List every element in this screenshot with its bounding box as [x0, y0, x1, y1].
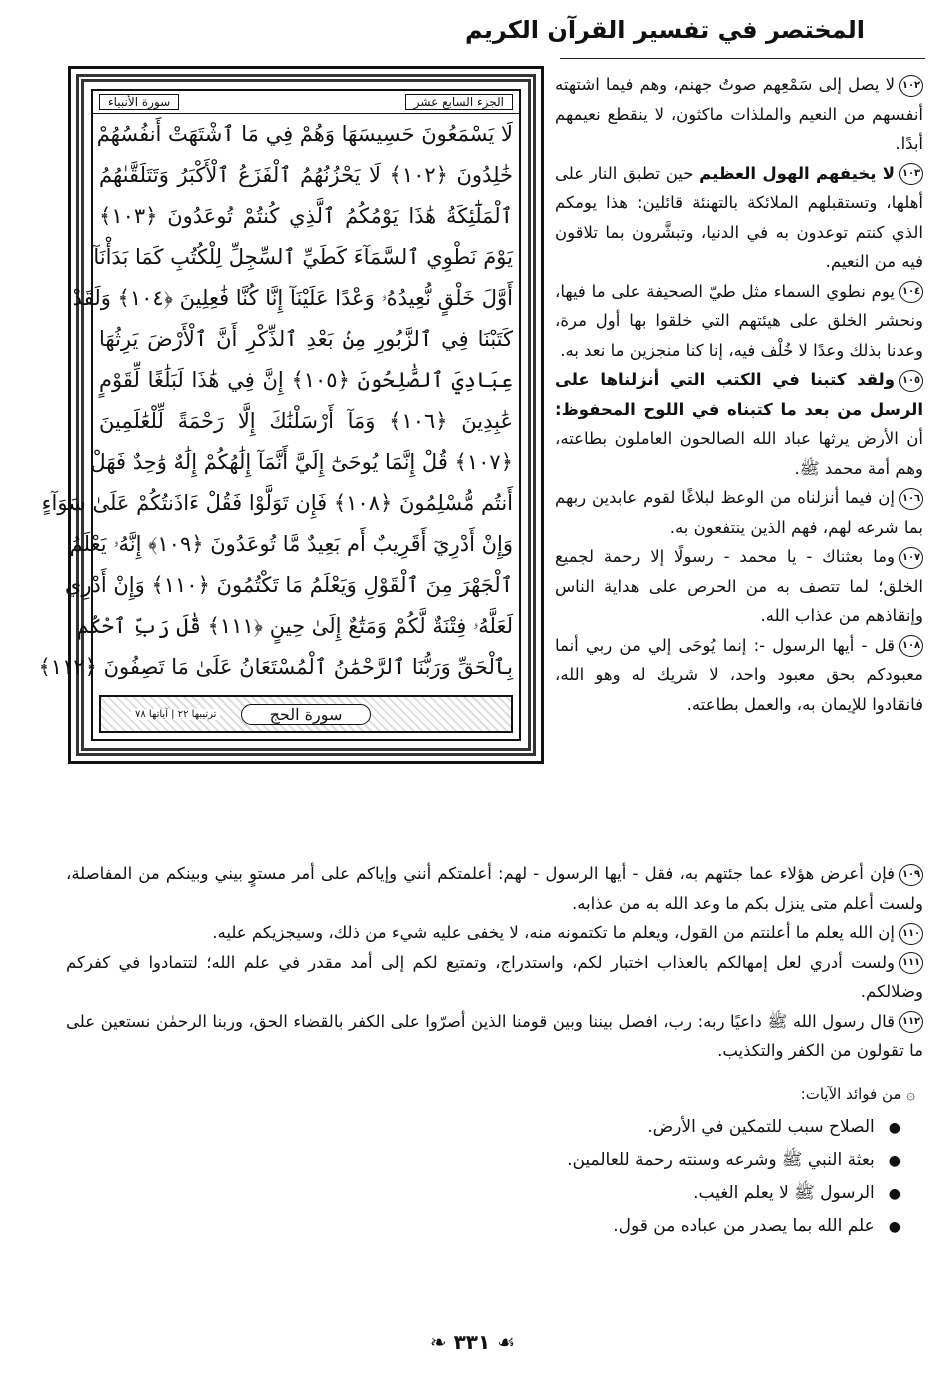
- benefits-icon: ۞: [901, 1085, 915, 1103]
- tafsir-paragraph: [555, 631, 923, 720]
- ayah-number-badge: ١١١: [899, 952, 923, 974]
- tafsir-paragraph: [555, 277, 923, 366]
- tafsir-paragraph: [555, 483, 923, 542]
- tafsir-right-column: [555, 70, 923, 719]
- next-sura-order: ترتيبها ٢٢: [177, 708, 217, 720]
- quran-line: أَوَّلَ خَلْقٍ نُّعِيدُهُۥ وَعْدًا عَلَيْنَآ إِنَّا كُنَّا فَٰعِلِينَ ﴿١٠٤﴾ وَلَقَدْ: [72, 286, 513, 310]
- tafsir-text: لا يصل إلى سَمْعِهم صوتُ جهنم، وهم فيما اشتهته أنفسهم من النعيم والملذات ماكثون، لا ينقطع نعيمهم أبدًا.: [555, 75, 923, 153]
- quran-line: خَٰلِدُونَ ﴿١٠٢﴾ لَا يَحْزُنُهُمُ ٱلْفَزَعُ ٱلْأَكْبَرُ وَتَتَلَقَّىٰهُمُ: [99, 163, 513, 187]
- benefits-list: [66, 1111, 915, 1243]
- tafsir-bold: ولقد كتبنا في الكتب التي أنزلناها على الرسل من بعد ما كتبناه في اللوح المحفوظ:: [555, 370, 923, 419]
- tafsir-paragraph: [66, 1007, 923, 1066]
- tafsir-text: يوم نطوي السماء مثل طيّ الصحيفة على ما فيها، ونحشر الخلق على هيئتهم التي خلقوا بها أول مرة، وعدنا بذلك وعدًا لا خُلْف فيه، إنا كنا منجزين ما نعد به.: [555, 281, 923, 360]
- tafsir-paragraph: [555, 542, 923, 631]
- ayah-number-badge: ١٠٦: [899, 488, 923, 510]
- tafsir-text: إن فيما أنزلناه من الوعظ لبلاغًا لقوم عابدين ربهم بما شرعه لهم، فهم الذين ينتفعون به.: [555, 488, 923, 537]
- tafsir-text: قل - أيها الرسول -: إنما يُوحَى إلي من ربي أنما معبودكم بحق معبود واحد، لا شريك له وهو الله، فانقادوا للإيمان به، والعمل بطاعته.: [555, 635, 923, 714]
- ayah-number-badge: ١٠٣: [899, 163, 923, 185]
- quran-line: أَنتُم مُّسْلِمُونَ ﴿١٠٨﴾ فَإِن تَوَلَّوْا فَقُلْ ءَاذَنتُكُمْ عَلَىٰ سَوَآءٍ: [41, 491, 513, 515]
- ayah-number-badge: ١٠٥: [899, 370, 923, 392]
- ayah-number-badge: ١٠٨: [899, 635, 923, 657]
- tafsir-text: أن الأرض يرثها عباد الله الصالحون العاملون بطاعته، وهم أمة محمد ﷺ.: [555, 429, 923, 478]
- quran-line: ﴿١٠٧﴾ قُلْ إِنَّمَا يُوحَىٰٓ إِلَيَّ أَنَّمَآ إِلَٰهُكُمْ إِلَٰهٌ وَٰحِدٌ فَهَلْ: [90, 450, 513, 474]
- ayah-number-badge: ١٠٩: [899, 864, 923, 886]
- quran-line: عَٰبِدِينَ ﴿١٠٦﴾ وَمَآ أَرْسَلْنَٰكَ إِلَّا رَحْمَةً لِّلْعَٰلَمِينَ: [99, 409, 513, 433]
- tafsir-paragraph: [555, 70, 923, 159]
- benefits-section: [66, 1085, 915, 1243]
- tafsir-text: إن الله يعلم ما أعلنتم من القول، ويعلم ما تكتمونه منه، لا يخفى عليه شيء من ذلك، وسيجزيكم عليه.: [212, 923, 895, 942]
- next-sura-banner: سورة الحج ترتيبها ٢٢ | آياتها ٧٨: [99, 695, 513, 733]
- next-sura-title: سورة الحج: [241, 704, 372, 725]
- ayah-number-badge: ١٠٢: [899, 75, 923, 97]
- quran-line: كَتَبْنَا فِي ٱلزَّبُورِ مِنۢ بَعْدِ ٱلذِّكْرِ أَنَّ ٱلْأَرْضَ يَرِثُهَا: [99, 327, 513, 351]
- quran-line: لَعَلَّهُۥ فِتْنَةٌ لَّكُمْ وَمَتَٰعٌ إِلَىٰ حِينٍ ﴿١١١﴾ قَٰلَ رَبِّ ٱحْكُم: [76, 614, 513, 638]
- tafsir-paragraph: [66, 859, 923, 918]
- tafsir-text: فإن أعرض هؤلاء عما جئتهم به، فقل - أيها الرسول - لهم: أعلمتكم أنني وإياكم على أمر مستوٍ بيني وبينكم من المفاصلة، ولست أعلم متى ينزل بكم ما وعد الله به من عذابه.: [66, 864, 923, 913]
- ayah-number-badge: ١٠٧: [899, 547, 923, 569]
- tafsir-paragraph: [66, 948, 923, 1007]
- benefit-item: ● الرسول ﷺ لا يعلم الغيب.: [66, 1177, 901, 1210]
- tafsir-text: وما بعثناك - يا محمد - رسولًا إلا رحمة لجميع الخلق؛ لما تتصف به من الحرص على هداية الناس وإنقاذهم من عذاب الله.: [555, 547, 923, 625]
- juz-label: الجزء السابع عشر: [405, 94, 513, 110]
- quran-frame: [38, 66, 544, 764]
- tafsir-paragraph: [555, 159, 923, 277]
- quran-line: بِٱلْحَقِّ وَرَبُّنَا ٱلرَّحْمَٰنُ ٱلْمُسْتَعَانُ عَلَىٰ مَا تَصِفُونَ ﴿١١٢﴾: [38, 655, 513, 679]
- tafsir-text: حين تطبق النار على أهلها، وتستقبلهم الملائكة بالتهنئة قائلين: هذا يومكم الذي كنتم توعدون به في الدنيا، وتبشَّرون بما تلاقون فيه من النعيم.: [555, 163, 923, 271]
- quran-header: [93, 91, 519, 114]
- benefit-item: ● بعثة النبي ﷺ وشرعه وسنته رحمة للعالمين.: [66, 1144, 901, 1177]
- ayah-number-badge: ١١٠: [899, 923, 923, 945]
- ayah-number-badge: ١٠٤: [899, 281, 923, 303]
- benefit-item: ● علم الله بما يصدر من عباده من قول.: [66, 1210, 901, 1243]
- quran-line: ٱلْمَلَٰٓئِكَةُ هَٰذَا يَوْمُكُمُ ٱلَّذِي كُنتُمْ تُوعَدُونَ ﴿١٠٣﴾: [99, 204, 513, 228]
- quran-line: وَإِنْ أَدْرِيٓ أَقَرِيبٌ أَم بَعِيدٌ مَّا تُوعَدُونَ ﴿١٠٩﴾ إِنَّهُۥ يَعْلَمُ: [69, 532, 513, 556]
- quran-line: يَوْمَ نَطْوِي ٱلسَّمَآءَ كَطَيِّ ٱلسِّجِلِّ لِلْكُتُبِ كَمَا بَدَأْنَآ: [93, 245, 513, 269]
- tafsir-full-width: [66, 859, 923, 1066]
- next-sura-ayat: آياتها ٧٨: [135, 708, 168, 720]
- quran-line: ٱلْجَهْرَ مِنَ ٱلْقَوْلِ وَيَعْلَمُ مَا تَكْتُمُونَ ﴿١١٠﴾ وَإِنْ أَدْرِي: [64, 573, 513, 597]
- quran-lines: [38, 114, 519, 688]
- tafsir-paragraph: [555, 365, 923, 483]
- tafsir-text: ولست أدري لعل إمهالكم بالعذاب اختبار لكم، واستدراج، وتمتيع لكم إلى أمد مقدر في علم الله؛ لتتمادوا في كفركم وضلالكم.: [66, 952, 923, 1001]
- quran-line: عِبَادِيَ ٱلصَّٰلِحُونَ ﴿١٠٥﴾ إِنَّ فِي هَٰذَا لَبَلَٰغًا لِّقَوْمٍ: [99, 368, 514, 392]
- ayah-number-badge: ١١٢: [899, 1011, 923, 1033]
- benefit-item: ● الصلاح سبب للتمكين في الأرض.: [66, 1111, 901, 1144]
- header-rule: [560, 58, 925, 59]
- quran-text-area: [38, 89, 521, 741]
- tafsir-bold: لا يخيفهم الهول العظيم: [699, 163, 895, 183]
- tafsir-paragraph: [66, 918, 923, 948]
- book-title: المختصر في تفسير القرآن الكريم: [465, 16, 865, 44]
- sura-label: سورة الأنبياء: [99, 94, 179, 110]
- page-number: ❧ ٣٣١ ☙: [429, 1330, 516, 1354]
- benefits-title: من فوائد الآيات:: [800, 1085, 902, 1103]
- tafsir-text: قال رسول الله ﷺ داعيًا ربه: رب، افصل بيننا وبين قومنا الذين أصرّوا على الكفر بالقضاء الحق، وربنا الرحمٰن نستعين على ما تقولون من الكفر والتكذيب.: [66, 1011, 923, 1060]
- quran-line: لَا يَسْمَعُونَ حَسِيسَهَا وَهُمْ فِي مَا ٱشْتَهَتْ أَنفُسُهُمْ: [96, 122, 513, 146]
